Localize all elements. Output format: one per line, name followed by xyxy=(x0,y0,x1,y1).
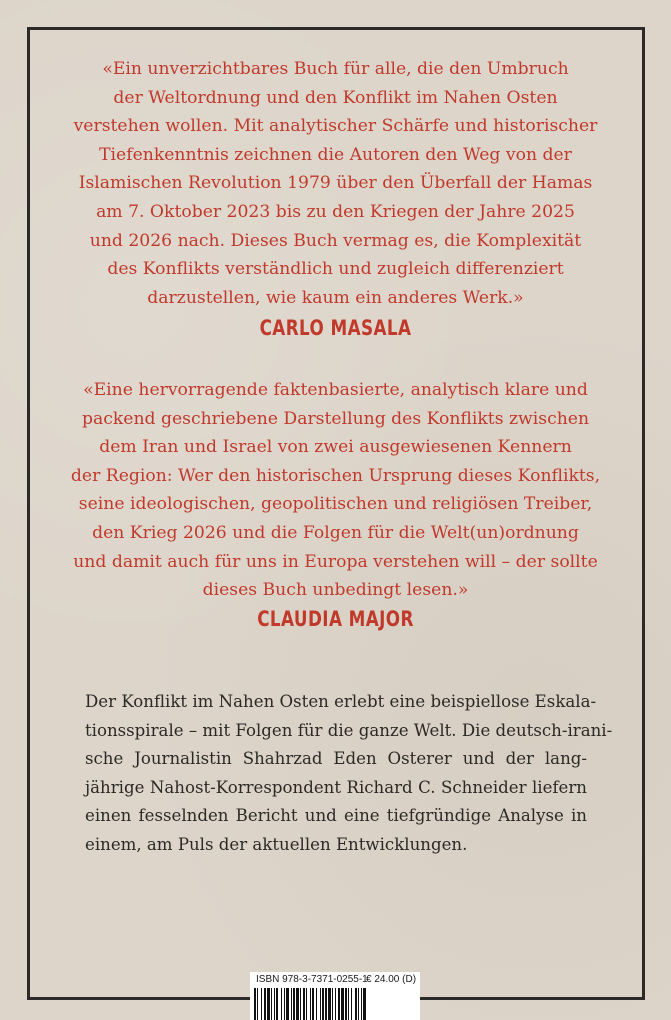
blurb-line: seine ideologischen, geopolitischen und religiösen Treiber, xyxy=(78,494,593,515)
barcode-bar xyxy=(338,988,340,1020)
blurb-line: dem Iran und Israel von zwei ausgewiesenen Kennern xyxy=(99,437,572,458)
barcode-bar xyxy=(261,988,262,1020)
barcode-bar xyxy=(267,988,270,1020)
blurb-author-masala: CARLO MASALA xyxy=(259,316,412,340)
blurb-line: und 2026 nach. Dieses Buch vermag es, die Komplexität xyxy=(89,230,582,251)
blurb-line: der Region: Wer den historischen Ursprung dieses Konflikts, xyxy=(70,465,601,486)
barcode-bar xyxy=(286,988,289,1020)
description-line: sche Journalistin Shahrzad Eden Osterer und der lang- xyxy=(85,749,587,769)
barcode-bar xyxy=(271,988,272,1020)
blurb-masala xyxy=(40,55,631,312)
barcode-bar xyxy=(257,988,258,1020)
book-description xyxy=(85,688,613,860)
blurb-line: verstehen wollen. Mit analytischer Schärfe und historischer xyxy=(73,116,598,137)
blurb-line: Islamischen Revolution 1979 über den Überfall der Hamas xyxy=(78,173,593,194)
barcode-bar xyxy=(276,988,278,1020)
barcode-bar xyxy=(358,988,359,1020)
description-line: tionsspirale – mit Folgen für die ganze Welt. Die deutsch-irani- xyxy=(85,720,613,740)
barcode-bar xyxy=(325,988,327,1020)
barcode-bar xyxy=(291,988,292,1020)
barcode-bar xyxy=(320,988,321,1020)
barcode-bar xyxy=(332,988,333,1020)
description-line: einen fesselnden Bericht und eine tiefgründige Analyse in xyxy=(85,806,587,826)
barcode-bar xyxy=(335,988,336,1020)
barcode-bar xyxy=(345,988,347,1020)
barcode-bar xyxy=(312,988,314,1020)
barcode-bar xyxy=(296,988,299,1020)
description-line: einem, am Puls der aktuellen Entwicklungen. xyxy=(85,834,468,854)
barcode-bar xyxy=(293,988,295,1020)
barcode-bar xyxy=(284,988,285,1020)
description-line: jährige Nahost-Korrespondent Richard C. Schneider liefern xyxy=(85,777,587,797)
barcode-bar xyxy=(310,988,311,1020)
blurb-author-major: CLAUDIA MAJOR xyxy=(257,607,414,631)
blurb-line: des Konflikts verständlich und zugleich differenziert xyxy=(107,259,564,280)
blurb-line: packend geschriebene Darstellung des Konflikts zwischen xyxy=(81,408,590,429)
barcode-bar xyxy=(348,988,349,1020)
blurb-line: der Weltordnung und den Konflikt im Nahen Osten xyxy=(113,87,558,108)
blurb-line: und damit auch für uns in Europa verstehen will – der sollte xyxy=(73,551,598,572)
barcode-bar xyxy=(363,988,366,1020)
barcode-bar xyxy=(274,988,275,1020)
isbn-label: ISBN 978-3-7371-0255-1 xyxy=(256,974,368,985)
barcode-bar xyxy=(254,988,256,1020)
blurb-line: den Krieg 2026 und die Folgen für die Welt(un)ordnung xyxy=(92,522,579,543)
blurb-line: «Eine hervorragende faktenbasierte, analytisch klare und xyxy=(83,380,588,400)
price-label: € 24.00 (D) xyxy=(366,974,417,985)
barcode-bar xyxy=(341,988,344,1020)
barcode-bar xyxy=(316,988,317,1020)
barcode-bar xyxy=(351,988,352,1020)
barcode-graphic xyxy=(254,988,416,1020)
barcode-bar xyxy=(300,988,301,1020)
blurb-line: darzustellen, wie kaum ein anderes Werk.» xyxy=(147,287,524,308)
blurb-line: Tiefenkenntnis zeichnen die Autoren den Weg von der xyxy=(99,144,572,165)
barcode-bar xyxy=(322,988,324,1020)
barcode-bar xyxy=(355,988,357,1020)
barcode-bar xyxy=(306,988,307,1020)
blurb-line: am 7. Oktober 2023 bis zu den Kriegen der Jahre 2025 xyxy=(96,201,575,222)
barcode-bar xyxy=(264,988,266,1020)
barcode-bar xyxy=(361,988,362,1020)
blurb-line: dieses Buch unbedingt lesen.» xyxy=(202,580,469,601)
barcode-bar xyxy=(303,988,305,1020)
blurb-line: «Ein unverzichtbares Buch für alle, die den Umbruch xyxy=(102,59,569,79)
barcode-bar xyxy=(328,988,331,1020)
barcode-bar xyxy=(281,988,282,1020)
description-line: Der Konflikt im Nahen Osten erlebt eine beispiellose Eskala- xyxy=(85,692,597,711)
blurb-major xyxy=(40,376,631,605)
